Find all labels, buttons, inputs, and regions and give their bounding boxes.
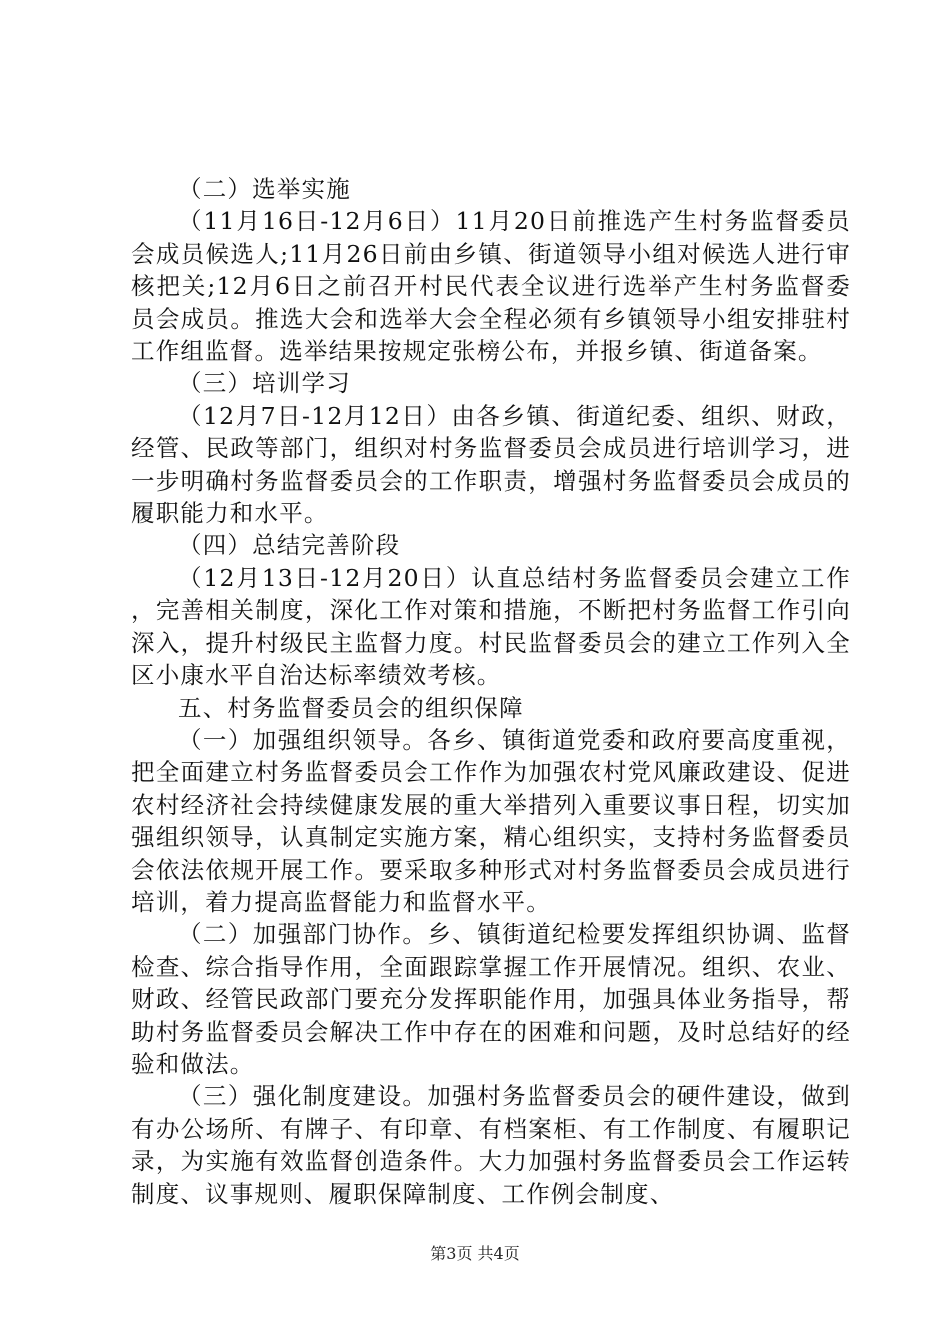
- paragraph-summary-schedule: （12月13日-12月20日）认直总结村务监督委员会建立工作，完善相关制度，深化工作对策和措施，不断把村务监督工作引向深入，提升村级民主监督力度。村民监督委员会的建立工作列入全区小康水平自治达标率绩效考核。: [131, 563, 851, 690]
- paragraph-leadership: （一）加强组织领导。各乡、镇街道党委和政府要高度重视，把全面建立村务监督委员会工作作为加强农村党风廉政建设、促进农村经济社会持续健康发展的重大举措列入重要议事日程，切实加强组织领导，认真制定实施方案，精心组织实，支持村务监督委员会依法依规开展工作。要采取多种形式对村务监督委员会成员进行培训，着力提高监督能力和监督水平。: [131, 725, 851, 916]
- document-body: [131, 173, 851, 1210]
- paragraph-system-building: （三）强化制度建设。加强村务监督委员会的硬件建设，做到有办公场所、有牌子、有印章、有档案柜、有工作制度、有履职记录，为实施有效监督创造条件。大力加强村务监督委员会工作运转制度、议事规则、履职保障制度、工作例会制度、: [131, 1082, 851, 1208]
- paragraph-training-schedule: （12月7日-12月12日）由各乡镇、街道纪委、组织、财政，经管、民政等部门，组织对村务监督委员会成员进行培训学习，进一步明确村务监督委员会的工作职责，增强村务监督委员会成员的履职能力和水平。: [131, 401, 851, 528]
- section-heading-training: （三）培训学习: [178, 369, 351, 398]
- section-heading-election: （二）选举实施: [178, 175, 351, 203]
- section-heading-summary: （四）总结完善阶段: [178, 531, 401, 560]
- section-heading-organization: 五、村务监督委员会的组织保障: [178, 693, 524, 722]
- paragraph-cooperation: （二）加强部门协作。乡、镇街道纪检要发挥组织协调、监督检查、综合指导作用，全面跟踪掌握工作开展情况。组织、农业、财政、经管民政部门要充分发挥职能作用，加强具体业务指导，帮助村务监督委员会解决工作中存在的困难和问题，及时总结好的经验和做法。: [131, 920, 851, 1078]
- page-number-footer: 第3页 共4页: [430, 1244, 520, 1263]
- paragraph-election-schedule: （11月16日-12月6日）11月20日前推选产生村务监督委员会成员候选人;11月26日前由乡镇、街道领导小组对候选人进行审核把关;12月6日之前召开村民代表全议进行选举产生村务监督委员会成员。推选大会和选举大会全程必须有乡镇领导小组安排驻村工作组监督。选举结果按规定张榜公布，并报乡镇、街道备案。: [131, 207, 851, 366]
